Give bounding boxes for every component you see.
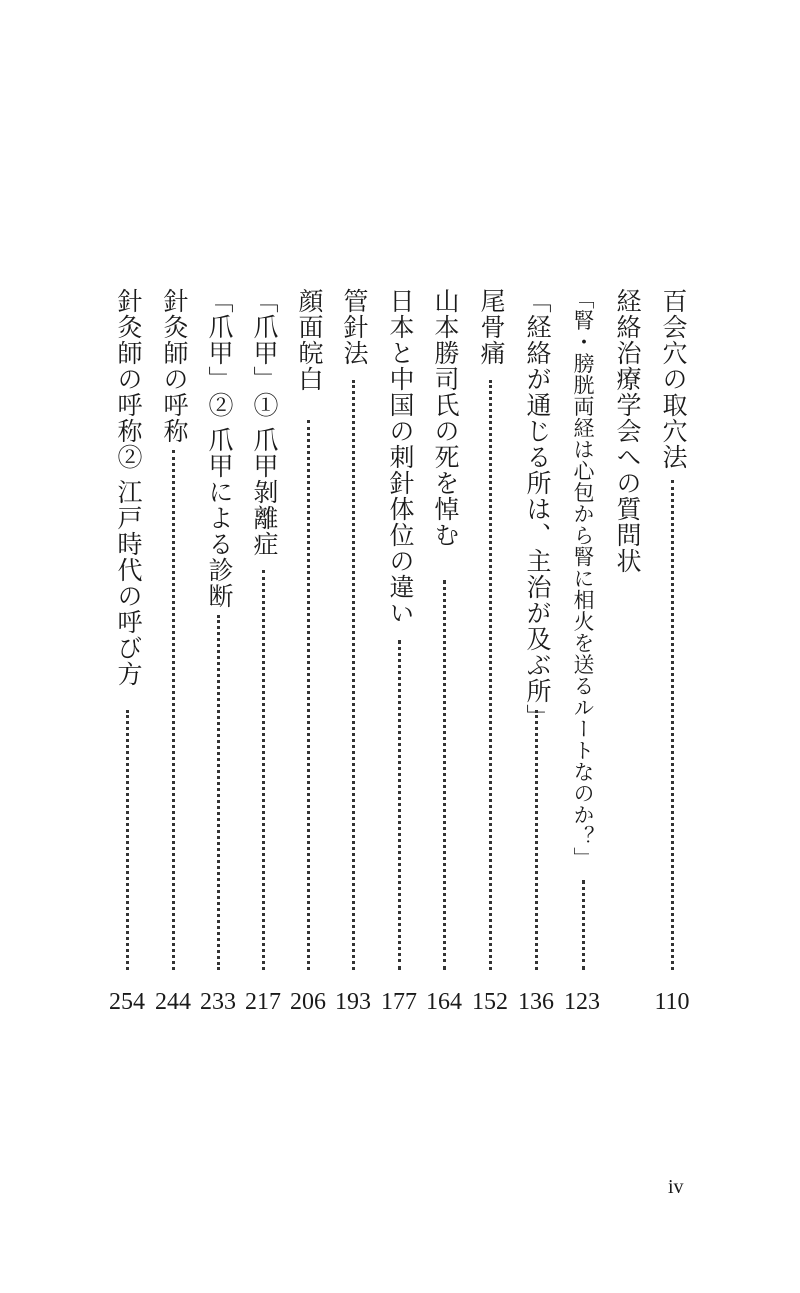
dot-leader: [398, 640, 405, 970]
page-number: 217: [245, 989, 281, 1015]
dot-leader: [582, 880, 589, 970]
page-number: 177: [381, 989, 417, 1015]
toc-entry-title: 管針法: [340, 288, 369, 366]
toc-entry-title: 「爪甲」② 爪甲による診断: [205, 288, 234, 609]
folio-page-number: iv: [668, 1176, 684, 1198]
dot-leader: [489, 380, 496, 970]
dot-leader: [262, 570, 269, 970]
page-number: 254: [109, 989, 145, 1015]
dot-leader: [535, 710, 542, 970]
page-number: 110: [654, 989, 690, 1015]
toc-entry-title: 山本勝司氏の死を悼む: [431, 288, 460, 548]
toc-entry-title: 日本と中国の刺針体位の違い: [386, 288, 415, 626]
dot-leader: [217, 615, 224, 970]
dot-leader: [443, 580, 450, 970]
toc-entry-title: 針灸師の呼称: [160, 288, 189, 444]
dot-leader: [671, 480, 678, 970]
page-number: 233: [200, 989, 236, 1015]
toc-entry-title: 針灸師の呼称② 江戸時代の呼び方: [114, 288, 143, 687]
dot-leader: [307, 420, 314, 970]
toc-entry-title: 「爪甲」① 爪甲剝離症: [250, 288, 279, 557]
page-number: 164: [426, 989, 462, 1015]
dot-leader: [352, 380, 359, 970]
dot-leader: [126, 710, 133, 970]
page-number: 136: [518, 989, 554, 1015]
page-number: 193: [335, 989, 371, 1015]
dot-leader: [172, 450, 179, 970]
toc-entry-title: 経絡治療学会への質問状: [613, 288, 642, 574]
toc-entry-title: 尾骨痛: [477, 288, 506, 366]
toc-entry-title: 「経絡が通じる所は、主治が及ぶ所」: [523, 288, 552, 730]
page-number: 152: [472, 989, 508, 1015]
page-number: 206: [290, 989, 326, 1015]
toc-entry-title: 「腎・膀胱両経は心包から腎に相火を送るルートなのか？」: [571, 288, 595, 869]
toc-entry-title: 顔面皖白: [295, 288, 324, 392]
page-number: 123: [564, 989, 600, 1015]
page-number: 244: [155, 989, 191, 1015]
toc-entry-title: 百会穴の取穴法: [659, 288, 688, 470]
